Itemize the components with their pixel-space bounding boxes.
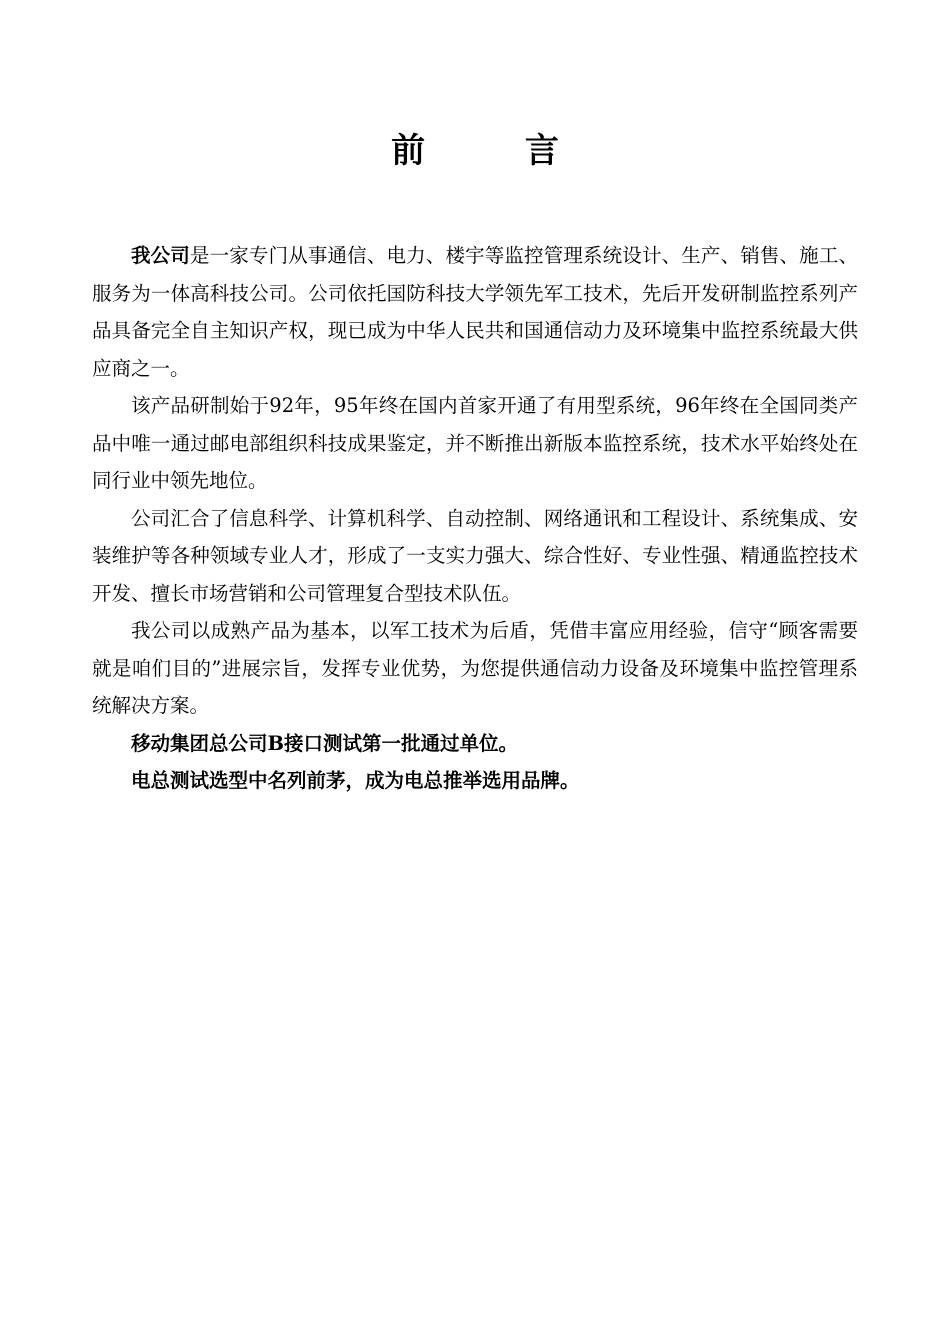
paragraph-mission: 我公司以成熟产品为基本，以军工技术为后盾，凭借丰富应用经验，信守“顾客需要就是咱们目的”进展宗旨，发挥专业优势，为您提供通信动力设备及环境集中监控管理系统解决方案。 (92, 619, 858, 717)
paragraph-text: 是一家专门从事通信、电力、楼宇等监控管理系统设计、生产、销售、施工、服务为一体高科技公司。公司依托国防科技大学领先军工技术，先后开发研制监控系列产品具备完全自主知识产权，现已成为中华人民共和国通信动力及环境集中监控系统最大供应商之一。 (92, 244, 858, 380)
highlight-line: 移动集团总公司B接口测试第一批通过单位。 (131, 731, 518, 755)
paragraph-team: 公司汇合了信息科学、计算机科学、自动控制、网络通讯和工程设计、系统集成、安装维护等各种领域专业人才，形成了一支实力强大、综合性好、专业性强、精通监控技术开发、擅长市场营销和公司管理复合型技术队伍。 (92, 506, 858, 605)
document-body (92, 237, 858, 800)
paragraph-lead: 我公司 (131, 244, 190, 267)
paragraph-company-intro (92, 237, 858, 387)
page-title: 前 言 (391, 131, 603, 171)
highlight-line: 电总测试选型中名列前茅，成为电总推举选用品牌。 (131, 769, 580, 792)
paragraph-product-history: 该产品研制始于92年，95年终在国内首家开通了有用型系统，96年终在全国同类产品中唯一通过邮电部组织科技成果鉴定，并不断推出新版本监控系统，技术水平始终处在同行业中领先地位。 (92, 394, 858, 492)
